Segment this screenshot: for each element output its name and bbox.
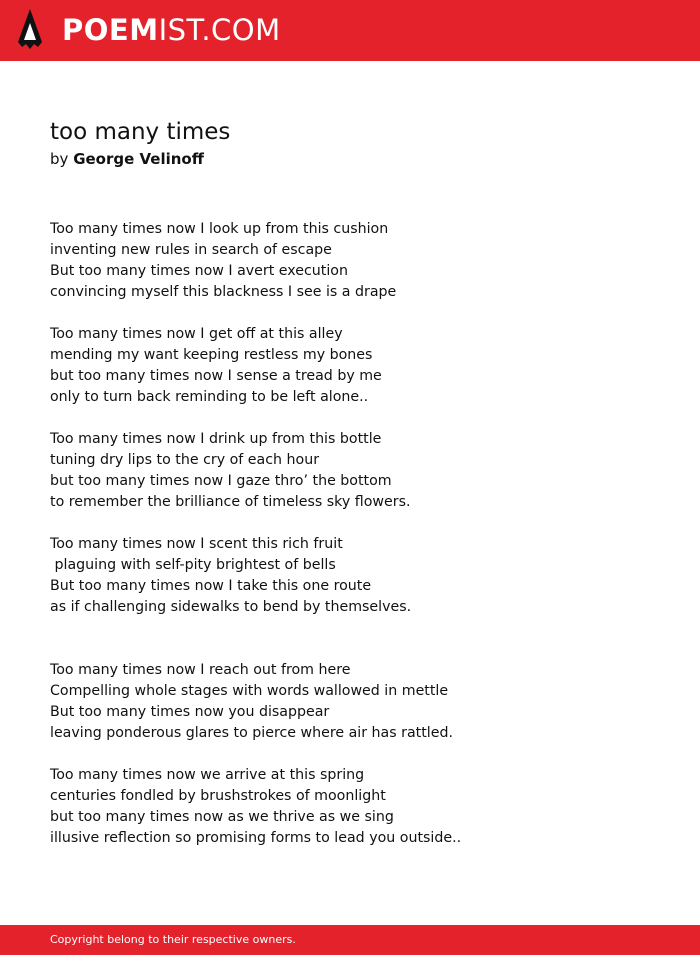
logo-bold-part: POEM <box>62 13 159 47</box>
poem-title: too many times <box>50 119 231 145</box>
poem-line: Too many times now I reach out from here <box>50 662 351 678</box>
poem-line: But too many times now I avert execution <box>50 263 348 279</box>
poem-line: Too many times now I look up from this cushion <box>50 221 389 237</box>
stanza <box>50 660 461 744</box>
poem-line: leaving ponderous glares to pierce where air has rattled. <box>50 725 453 741</box>
poem-line: convincing myself this blackness I see is a drape <box>50 284 397 300</box>
copyright-notice: Copyright belong to their respective owners. <box>50 933 296 946</box>
poem-line: plaguing with self-pity brightest of bells <box>50 557 336 573</box>
byline-prefix: by <box>50 150 69 168</box>
poem-line: But too many times now I take this one route <box>50 578 372 594</box>
poem-line: to remember the brilliance of timeless sky flowers. <box>50 494 411 510</box>
stanza <box>50 765 461 849</box>
poem-line: But too many times now you disappear <box>50 704 330 720</box>
poem-line: Too many times now I scent this rich fruit <box>50 536 343 552</box>
poem-line: illusive reflection so promising forms to lead you outside.. <box>50 830 462 846</box>
site-logo[interactable] <box>62 12 281 48</box>
poem-line: Too many times now I drink up from this bottle <box>50 431 382 447</box>
poem-line: tuning dry lips to the cry of each hour <box>50 452 320 468</box>
poem-line: mending my want keeping restless my bones <box>50 347 373 363</box>
poem-line: but too many times now I sense a tread by me <box>50 368 382 384</box>
site-header <box>0 0 700 61</box>
poem-byline <box>50 149 204 169</box>
logo-rest-part: IST.COM <box>158 13 281 47</box>
stanza <box>50 324 461 408</box>
poem-line: as if challenging sidewalks to bend by themselves. <box>50 599 412 615</box>
poem-line: but too many times now I gaze thro’ the bottom <box>50 473 392 489</box>
poem-author: George Velinoff <box>73 150 204 168</box>
poem-line: centuries fondled by brushstrokes of moonlight <box>50 788 386 804</box>
stanza <box>50 429 461 513</box>
pencil-logo-icon <box>18 9 42 51</box>
poem-line: inventing new rules in search of escape <box>50 242 332 258</box>
poem-line: but too many times now as we thrive as we sing <box>50 809 394 825</box>
stanza <box>50 534 461 618</box>
poem-body <box>50 219 461 849</box>
poem-line: Too many times now we arrive at this spring <box>50 767 365 783</box>
poem-line: Too many times now I get off at this alley <box>50 326 343 342</box>
site-footer <box>0 925 700 955</box>
poem-line: only to turn back reminding to be left alone.. <box>50 389 369 405</box>
poem-line: Compelling whole stages with words wallowed in mettle <box>50 683 449 699</box>
stanza <box>50 219 461 303</box>
